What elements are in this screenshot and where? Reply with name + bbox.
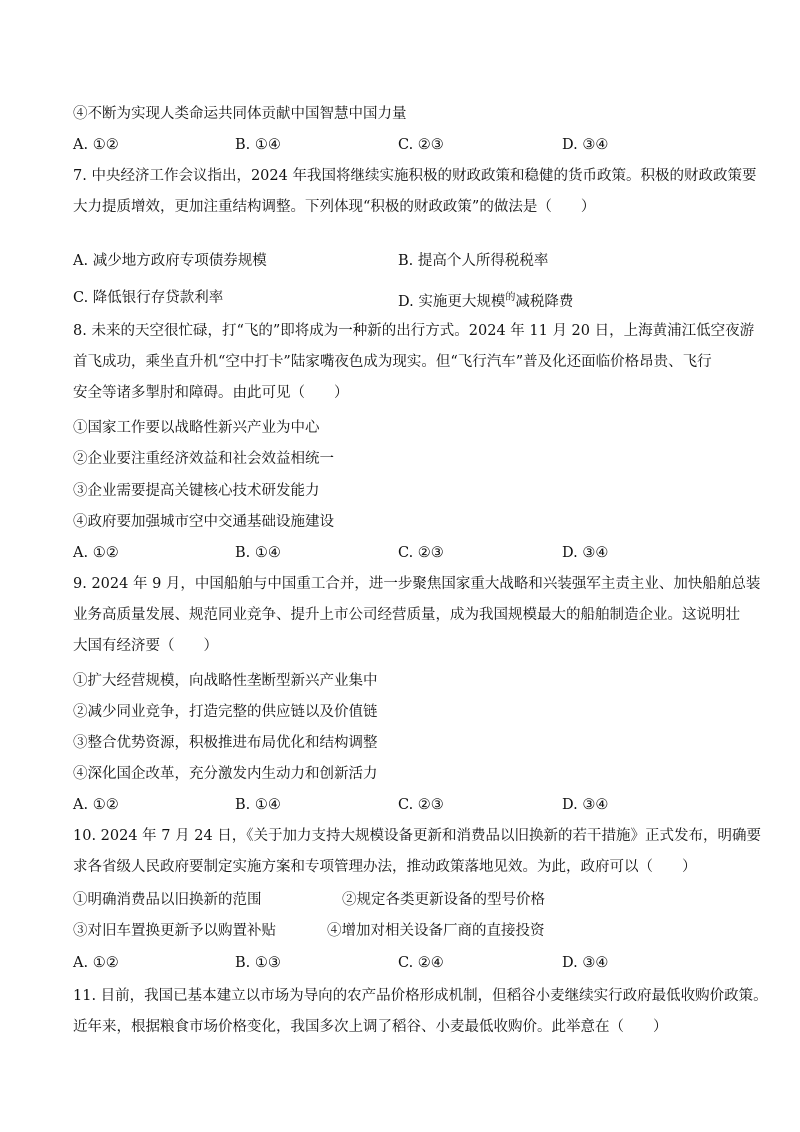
q7-option-b: B. 提高个人所得税税率 bbox=[398, 253, 549, 269]
q11-stem-line-1: 11. 目前，我国已基本建立以市场为导向的农产品价格形成机制，但稻谷小麦继续实行政府最低收购价政策。 bbox=[73, 988, 768, 1004]
q6-option-b: B. ①④ bbox=[235, 137, 281, 153]
q8-item-1: ①国家工作要以战略性新兴产业为中心 bbox=[73, 420, 320, 436]
q7-stem-line-1: 7. 中央经济工作会议指出，2024 年我国将继续实施积极的财政政策和稳健的货币政策。积极的财政政策要 bbox=[73, 168, 757, 184]
q8-option-a: A. ①② bbox=[73, 545, 119, 561]
q6-option-c: C. ②③ bbox=[398, 137, 444, 153]
q7-option-d-tail: 减税降费 bbox=[515, 294, 574, 310]
q6-option-d: D. ③④ bbox=[562, 137, 609, 153]
q10-stem-line-1: 10. 2024 年 7 月 24 日，《关于加力支持大规模设备更新和消费品以旧换新的若干措施》正式发布，明确要 bbox=[73, 828, 762, 844]
q10-option-a: A. ①② bbox=[73, 955, 119, 971]
q10-option-d: D. ③④ bbox=[562, 955, 609, 971]
q10-stem-line-2: 求各省级人民政府要制定实施方案和专项管理办法，推动政策落地见效。为此，政府可以（ ） bbox=[73, 859, 697, 875]
q9-option-a: A. ①② bbox=[73, 797, 119, 813]
q7-option-d-small: 的 bbox=[505, 292, 516, 303]
q10-option-c: C. ②④ bbox=[398, 955, 444, 971]
q9-item-2: ②减少同业竞争，打造完整的供应链以及价值链 bbox=[73, 704, 378, 720]
q7-stem-line-2: 大力提质增效，更加注重结构调整。下列体现“积极的财政政策”的做法是（ ） bbox=[73, 199, 596, 215]
q10-option-b: B. ①③ bbox=[235, 955, 281, 971]
q9-option-c: C. ②③ bbox=[398, 797, 444, 813]
q8-option-b: B. ①④ bbox=[235, 545, 281, 561]
q7-option-c: C. 降低银行存贷款利率 bbox=[73, 290, 224, 306]
q6-option-a: A. ①② bbox=[73, 137, 119, 153]
q8-item-4: ④政府要加强城市空中交通基础设施建设 bbox=[73, 514, 334, 530]
q8-option-d: D. ③④ bbox=[562, 545, 609, 561]
q9-stem-line-2: 业务高质量发展、规范同业竞争、提升上市公司经营质量，成为我国规模最大的船舶制造企业。这说明壮 bbox=[73, 607, 740, 623]
q10-item-1: ①明确消费品以旧换新的范围 bbox=[73, 892, 262, 908]
q7-option-a: A. 减少地方政府专项债券规模 bbox=[73, 253, 267, 269]
q10-item-3: ③对旧车置换更新予以购置补贴 bbox=[73, 923, 276, 939]
q8-item-3: ③企业需要提高关键核心技术研发能力 bbox=[73, 483, 320, 499]
q9-stem-line-1: 9. 2024 年 9 月，中国船舶与中国重工合并，进一步聚焦国家重大战略和兴装强军主责主业、加快船舶总装 bbox=[73, 576, 761, 592]
q6-item-4: ④不断为实现人类命运共同体贡献中国智慧中国力量 bbox=[73, 106, 407, 122]
q9-option-d: D. ③④ bbox=[562, 797, 609, 813]
q9-item-4: ④深化国企改革，充分激发内生动力和创新活力 bbox=[73, 766, 378, 782]
q8-stem-line-1: 8. 未来的天空很忙碌，打“飞的”即将成为一种新的出行方式。2024 年 11 月 20 日，上海黄浦江低空夜游 bbox=[73, 323, 755, 339]
q9-option-b: B. ①④ bbox=[235, 797, 281, 813]
q10-item-2: ②规定各类更新设备的型号价格 bbox=[342, 892, 545, 908]
q8-stem-line-3: 安全等诸多掣肘和障碍。由此可见（ ） bbox=[73, 385, 349, 401]
q7-option-d-main: D. 实施更大规模 bbox=[398, 294, 506, 310]
q10-item-4: ④增加对相关设备厂商的直接投资 bbox=[327, 923, 545, 939]
q8-item-2: ②企业要注重经济效益和社会效益相统一 bbox=[73, 451, 334, 467]
q8-stem-line-2: 首飞成功，乘坐直升机“空中打卡”陆家嘴夜色成为现实。但“飞行汽车”普及化还面临价格昂贵、飞行 bbox=[73, 354, 712, 370]
q9-item-1: ①扩大经营规模，向战略性垄断型新兴产业集中 bbox=[73, 673, 378, 689]
q9-item-3: ③整合优势资源，积极推进布局优化和结构调整 bbox=[73, 735, 378, 751]
q9-stem-line-3: 大国有经济要（ ） bbox=[73, 638, 218, 654]
q8-option-c: C. ②③ bbox=[398, 545, 444, 561]
q7-option-d bbox=[398, 288, 573, 312]
q11-stem-line-2: 近年来，根据粮食市场价格变化，我国多次上调了稻谷、小麦最低收购价。此举意在（ ） bbox=[73, 1019, 668, 1035]
